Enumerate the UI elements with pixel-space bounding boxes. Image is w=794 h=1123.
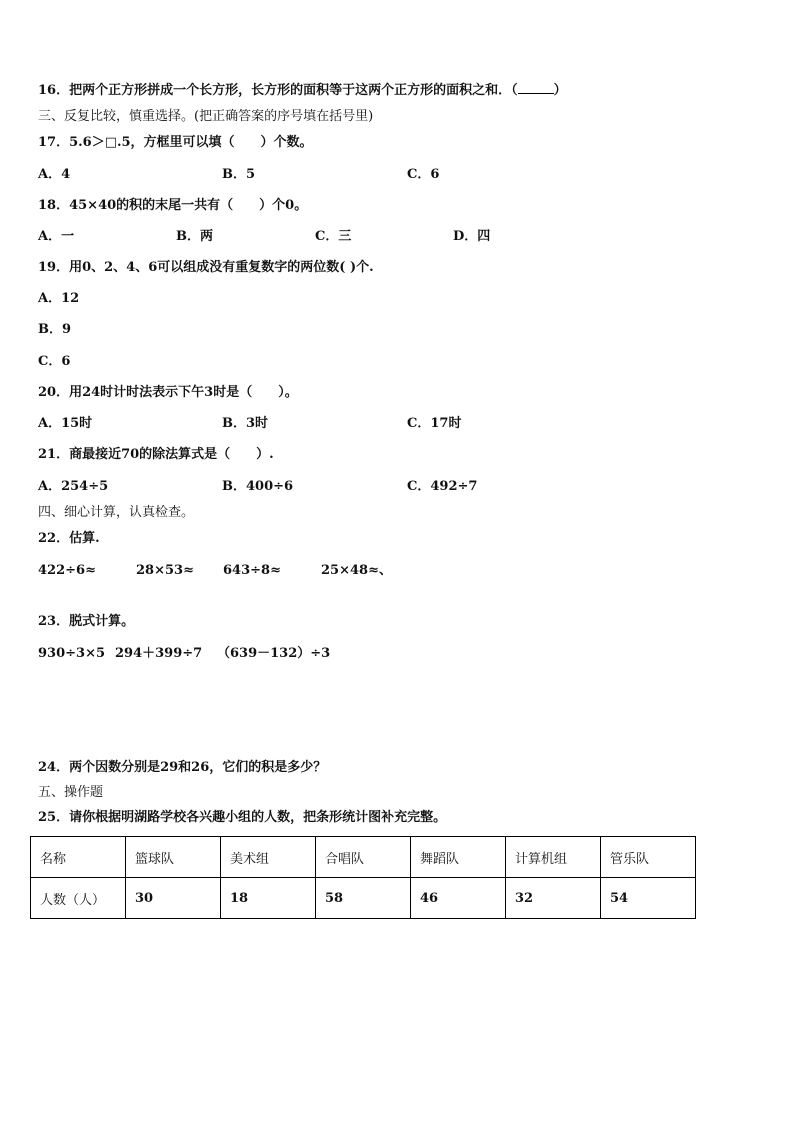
table-cell: 舞蹈队	[411, 837, 506, 878]
table-cell: 名称	[31, 837, 126, 878]
q18-option-c[interactable]: C．三	[315, 229, 352, 244]
table-cell: 46	[411, 878, 506, 919]
q21-option-a[interactable]: A．254÷5	[38, 479, 109, 494]
section-5-heading: 五、操作题	[38, 785, 104, 800]
question-21: 21．商最接近70的除法算式是（ ）.	[38, 447, 274, 462]
question-16-close: ）	[553, 83, 567, 98]
question-25: 25．请你根据明湖路学校各兴趣小组的人数，把条形统计图补充完整。	[38, 810, 447, 825]
table-cell: 计算机组	[506, 837, 601, 878]
q19-option-c[interactable]: C．6	[38, 354, 71, 369]
question-17: 17．5.6＞□.5，方框里可以填（ ）个数。	[38, 135, 313, 150]
question-22: 22．估算.	[38, 531, 100, 546]
table-cell: 美术组	[221, 837, 316, 878]
question-16	[38, 81, 567, 100]
q20-option-b[interactable]: B．3时	[222, 416, 269, 431]
table-row	[31, 878, 696, 919]
table-header-row	[31, 837, 696, 878]
calc-item: （639－132）÷3	[217, 646, 331, 661]
table-cell: 篮球队	[126, 837, 221, 878]
section-4-heading: 四、细心计算，认真检查。	[38, 505, 195, 520]
estimate-item: 28×53≈	[136, 563, 194, 578]
table-cell: 管乐队	[601, 837, 696, 878]
table-cell: 58	[316, 878, 411, 919]
question-19: 19．用0、2、4、6可以组成没有重复数字的两位数( )个.	[38, 260, 374, 275]
table-cell: 人数（人）	[31, 878, 126, 919]
q19-option-a[interactable]: A．12	[38, 291, 80, 306]
estimate-item: 25×48≈、	[321, 563, 392, 578]
question-18: 18．45×40的积的末尾一共有（ ）个0。	[38, 198, 308, 213]
table-cell: 30	[126, 878, 221, 919]
q20-option-a[interactable]: A．15时	[38, 416, 93, 431]
question-20: 20．用24时计时法表示下午3时是（ ）。	[38, 385, 298, 400]
question-24: 24．两个因数分别是29和26，它们的积是多少？	[38, 760, 327, 775]
calc-item: 294＋399÷7	[115, 646, 203, 661]
q18-option-d[interactable]: D．四	[453, 229, 491, 244]
estimate-item: 643÷8≈	[223, 563, 281, 578]
table-cell: 54	[601, 878, 696, 919]
q18-option-a[interactable]: A．一	[38, 229, 75, 244]
q19-option-b[interactable]: B．9	[38, 322, 72, 337]
question-16-text: 16．把两个正方形拼成一个长方形，长方形的面积等于这两个正方形的面积之和．（	[38, 83, 518, 98]
q17-option-b[interactable]: B．5	[222, 167, 256, 182]
q18-option-b[interactable]: B．两	[176, 229, 213, 244]
q21-option-b[interactable]: B．400÷6	[222, 479, 294, 494]
q17-option-a[interactable]: A．4	[38, 167, 71, 182]
q20-option-c[interactable]: C．17时	[407, 416, 462, 431]
answer-blank[interactable]	[518, 81, 554, 94]
interest-group-table	[30, 836, 696, 919]
q17-option-c[interactable]: C．6	[407, 167, 440, 182]
q21-option-c[interactable]: C．492÷7	[407, 479, 478, 494]
calc-item: 930÷3×5	[38, 646, 106, 661]
table-cell: 合唱队	[316, 837, 411, 878]
section-3-heading: 三、反复比较，慎重选择。(把正确答案的序号填在括号里)	[38, 109, 374, 124]
question-23: 23．脱式计算。	[38, 614, 135, 629]
table-cell: 32	[506, 878, 601, 919]
table-cell: 18	[221, 878, 316, 919]
estimate-item: 422÷6≈	[38, 563, 96, 578]
